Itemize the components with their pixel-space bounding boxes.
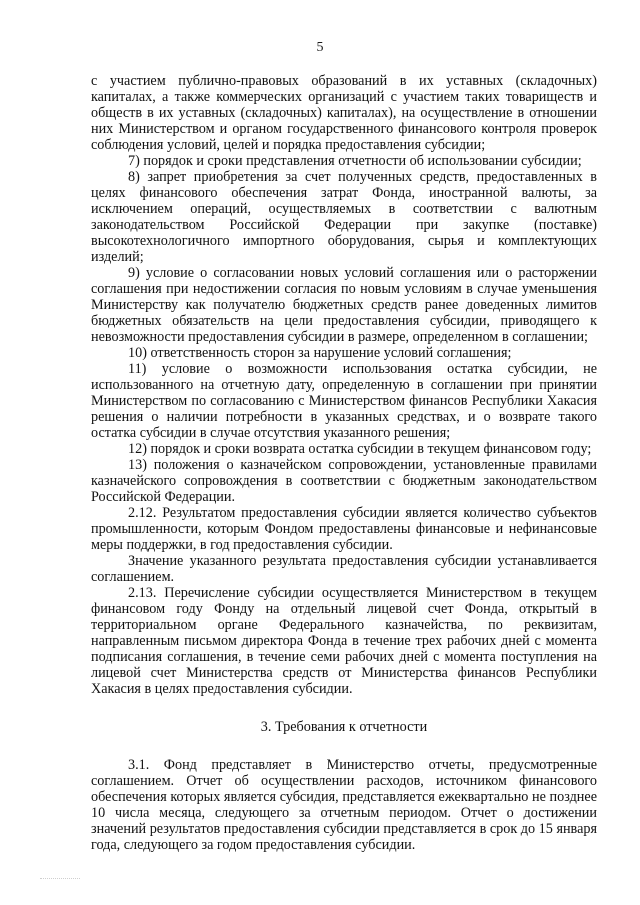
paragraph-2-12: 2.12. Результатом предоставления субсидии является количество субъектов промышленности, которым Фондом предоставлены финансовые и нефинансовые меры поддержки, в год предоставления субсидии.	[91, 505, 597, 553]
paragraph-continuation: с участием публично-правовых образований в их уставных (складочных) капиталах, а также коммерческих организаций с участием таких товариществ и обществ в их уставных (складочных) капиталах), на осуществление в отношении них Министерством и органом государственного финансового контроля проверок соблюдения условий, целей и порядка предоставления субсидии;	[91, 73, 597, 153]
paragraph-result-value: Значение указанного результата предоставления субсидии устанавливается соглашением.	[91, 553, 597, 585]
paragraph-item-10: 10) ответственность сторон за нарушение условий соглашения;	[128, 345, 512, 361]
paragraph-3-1: 3.1. Фонд представляет в Министерство отчеты, предусмотренные соглашением. Отчет об осуществлении расходов, источником финансового обеспечения которых является субсидия, представляется ежеквартально не позднее 10 числа месяца, следующего за отчетным периодом. Отчет о достижении значений результатов предоставления субсидии представляется в срок до 15 января года, следующего за годом предоставления субсидии.	[91, 757, 597, 853]
scan-mark	[40, 878, 80, 880]
paragraph-item-11: 11) условие о возможности использования остатка субсидии, не использованного на отчетную дату, определенную в соглашении при принятии Министерством по согласованию с Министерством финансов Республики Хакасия решения о наличии потребности в указанных средствах, и о возврате такого остатка субсидии в случае отсутствия указанного решения;	[91, 361, 597, 441]
section-heading: 3. Требования к отчетности	[260, 719, 428, 735]
paragraph-item-13: 13) положения о казначейском сопровождении, установленные правилами казначейского сопровождения в соответствии с бюджетным законодательством Российской Федерации.	[91, 457, 597, 505]
paragraph-item-8: 8) запрет приобретения за счет полученных средств, предоставленных в целях финансового обеспечения затрат Фонда, иностранной валюты, за исключением операций, осуществляемых в соответствии с валютным законодательством Российской Федерации при закупке (поставке) высокотехнологичного импортного оборудования, сырья и комплектующих изделий;	[91, 169, 597, 265]
paragraph-item-9: 9) условие о согласовании новых условий соглашения или о расторжении соглашения при недостижении согласия по новым условиям в случае уменьшения Министерству как получателю бюджетных средств ранее доведенных лимитов бюджетных обязательств на цели предоставления субсидии, приводящего к невозможности предоставления субсидии в размере, определенном в соглашении;	[91, 265, 597, 345]
page-number: 5	[316, 40, 324, 55]
paragraph-2-13: 2.13. Перечисление субсидии осуществляется Министерством в текущем финансовом году Фонду на отдельный лицевой счет Фонда, открытый в территориальном органе Федерального казначейства, по реквизитам, направленным письмом директора Фонда в течение трех рабочих дней с момента подписания соглашения, в течение семи рабочих дней с момента поступления на лицевой счет Министерства средств от Министерства финансов Республики Хакасия в целях предоставления субсидии.	[91, 585, 597, 697]
document-body	[91, 73, 597, 853]
paragraph-item-7: 7) порядок и сроки представления отчетности об использовании субсидии;	[128, 153, 582, 169]
paragraph-item-12: 12) порядок и сроки возврата остатка субсидии в текущем финансовом году;	[128, 441, 592, 457]
